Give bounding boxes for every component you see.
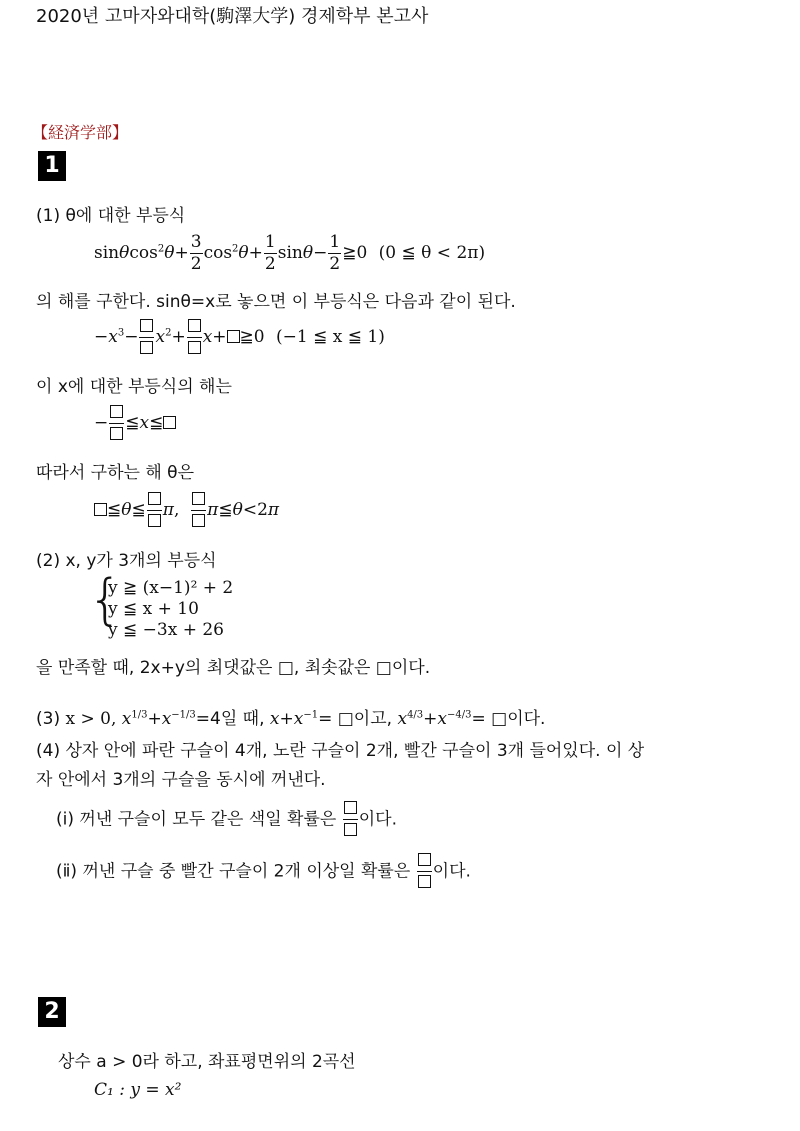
curve-c1: C₁ : y = x² [94, 1080, 182, 1100]
p3-line: (3) x > 0, $x^{1/3}+x^{-1/3}=4$일 때, $x+x^{-1}=$ □이고, $x^{4/3}+x^{-4/3}=$ □이다. [36, 709, 546, 729]
answer-fraction [417, 852, 432, 891]
p2-text: 을 만족할 때, 2x+y의 최댓값은 □, 최솟값은 □이다. [36, 658, 431, 678]
p4-line2: 자 안에서 3개의 구슬을 동시에 꺼낸다. [36, 770, 326, 790]
system-row: y ≦ −3x + 26 [108, 620, 224, 640]
system-row: y ≦ x + 10 [108, 599, 199, 619]
p3-cond: x > 0, [65, 709, 117, 729]
p1-theta-solution: ≦θ≦ π, π≦θ<2π [94, 491, 279, 530]
system-row: y ≧ (x−1)² + 2 [108, 578, 234, 598]
p1-text4: 따라서 구하는 해 θ은 [36, 463, 194, 483]
p4-line1: (4) 상자 안에 파란 구슬이 4개, 노란 구슬이 2개, 빨간 구슬이 3개 들어있다. 이 상 [36, 741, 645, 761]
p3-label: (3) [36, 709, 61, 729]
p1-inequality: sinθcos$^2$θ+ $\frac{3}{2}$ $\cos^2\theta+$ $\frac{1}{2}$ sinθ− $\frac{1}{2}$ ≧0 (0 ≦ θ < 2π) [94, 232, 486, 274]
p1-x-range: (−1 ≦ x ≦ 1) [276, 327, 385, 347]
p2-intro: (2) x, y가 3개의 부등식 [36, 551, 217, 571]
p3-mid2: = □이고, [318, 709, 393, 729]
p1-text2: 의 해를 구한다. sinθ=x로 놓으면 이 부등식은 다음과 같이 된다. [36, 292, 516, 312]
p1-x-inequality: $-x^3-$ $x^2+$ x+ ≧0 (−1 ≦ x ≦ 1) [94, 318, 385, 357]
system-brace: { [88, 568, 123, 631]
p3-mid: =4일 때, [195, 709, 265, 729]
p4-item-i [56, 800, 397, 839]
p4-i-end: 이다. [358, 809, 397, 830]
p1-range: (0 ≦ θ < 2π) [378, 243, 486, 263]
p4-ii-text: (ⅱ) 꺼낸 구슬 중 빨간 구슬이 2개 이상일 확률은 [56, 861, 411, 882]
page-title: 2020년 고마자와대학(駒澤大学) 경제학부 본고사 [36, 6, 429, 27]
p1-intro: (1) θ에 대한 부등식 [36, 206, 186, 226]
problem-number-1: 1 [38, 151, 66, 181]
p1-text3: 이 x에 대한 부등식의 해는 [36, 377, 232, 397]
p4-item-ii [56, 852, 471, 891]
p1-x-solution: − ≦x≦ [94, 404, 176, 443]
problem-number-2: 2 [38, 997, 66, 1027]
p4-i-text: (ⅰ) 꺼낸 구슬이 모두 같은 색일 확률은 [56, 809, 337, 830]
section-label: 【経済学部】 [32, 123, 129, 142]
p3-end: = □이다. [471, 709, 546, 729]
p2-problem-text: 상수 a > 0라 하고, 좌표평면위의 2곡선 [58, 1052, 356, 1072]
p4-ii-end: 이다. [432, 861, 471, 882]
inequality-system [108, 578, 233, 641]
answer-fraction [343, 800, 358, 839]
